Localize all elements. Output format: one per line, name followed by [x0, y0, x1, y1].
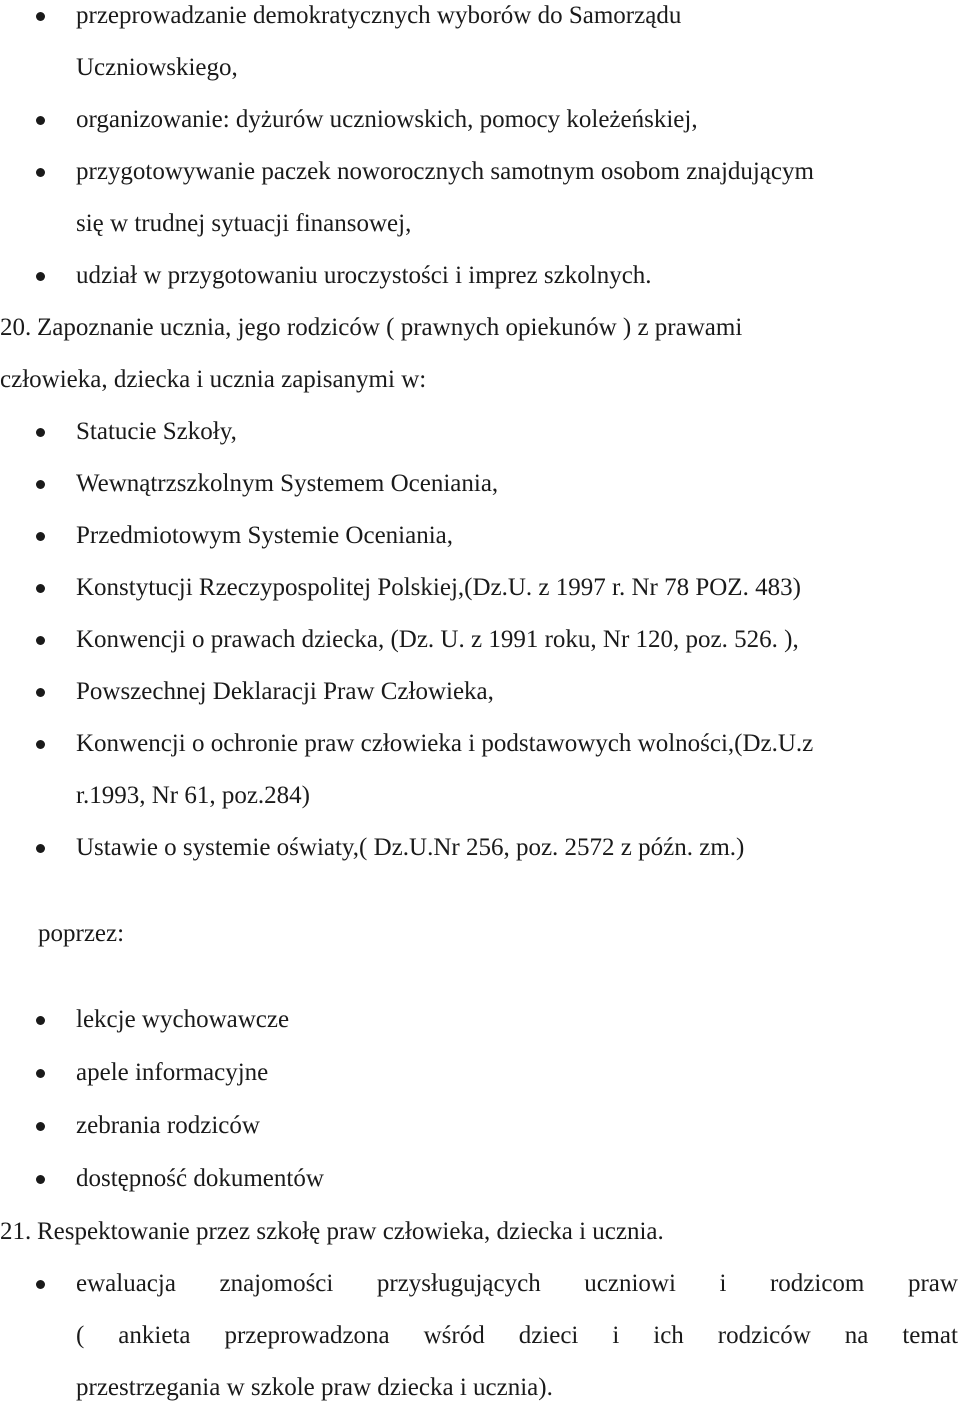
bullet-icon — [36, 532, 45, 541]
bullet-icon — [36, 116, 45, 125]
list-item-text: Konwencji o ochronie praw człowieka i podstawowych wolności,(Dz.U.z — [76, 730, 814, 757]
word: przysługujących — [376, 1270, 541, 1297]
bullet-icon — [36, 480, 45, 489]
list-item-text: organizowanie: dyżurów uczniowskich, pomocy koleżeńskiej, — [76, 106, 698, 133]
word: temat — [902, 1322, 958, 1349]
point-heading: Respektowanie przez szkołę praw człowieka, dziecka i ucznia. — [37, 1218, 664, 1245]
word: rodziców — [717, 1322, 811, 1349]
bullet-icon — [36, 1069, 45, 1078]
word: i — [612, 1322, 620, 1349]
list-item-text: Konwencji o prawach dziecka, (Dz. U. z 1991 roku, Nr 120, poz. 526. ), — [76, 626, 799, 653]
bullet-icon — [36, 740, 45, 749]
list-item-text: Wewnątrzszkolnym Systemem Oceniania, — [76, 470, 499, 497]
justified-line — [76, 1321, 958, 1351]
word: dzieci — [518, 1322, 579, 1349]
list-item-text: Statucie Szkoły, — [76, 418, 237, 445]
point-number: 21. — [0, 1218, 32, 1245]
bullet-icon — [36, 1280, 45, 1289]
bullet-icon — [36, 12, 45, 21]
bullet-icon — [36, 1175, 45, 1184]
list-item-text: Powszechnej Deklaracji Praw Człowieka, — [76, 678, 494, 705]
word: uczniowi — [584, 1270, 676, 1297]
word: ( — [76, 1322, 85, 1349]
bullet-icon — [36, 1016, 45, 1025]
list-item-text: lekcje wychowawcze — [76, 1006, 290, 1033]
word: na — [844, 1322, 869, 1349]
list-item-text: dostępność dokumentów — [76, 1165, 324, 1192]
bullet-icon — [36, 844, 45, 853]
list-item-text: przeprowadzanie demokratycznych wyborów do Samorządu — [76, 2, 682, 29]
bullet-icon — [36, 688, 45, 697]
word: przeprowadzona — [224, 1322, 390, 1349]
list-item-text: Ustawie o systemie oświaty,( Dz.U.Nr 256, poz. 2572 z późn. zm.) — [76, 834, 745, 861]
bullet-icon — [36, 636, 45, 645]
list-item-text-continuation: przestrzegania w szkole praw dziecka i ucznia). — [76, 1374, 553, 1401]
bullet-icon — [36, 272, 45, 281]
list-item-text-continuation: się w trudnej sytuacji finansowej, — [76, 210, 412, 237]
list-item-text-continuation: r.1993, Nr 61, poz.284) — [76, 782, 310, 809]
bullet-icon — [36, 584, 45, 593]
list-item-text: zebrania rodziców — [76, 1112, 260, 1139]
list-item-text: apele informacyjne — [76, 1059, 269, 1086]
word: ich — [653, 1322, 684, 1349]
list-item-text-continuation: Uczniowskiego, — [76, 54, 238, 81]
list-item-text: udział w przygotowaniu uroczystości i imprez szkolnych. — [76, 262, 652, 289]
point-number: 20. — [0, 314, 32, 341]
word: ewaluacja — [76, 1270, 176, 1297]
bullet-icon — [36, 1122, 45, 1131]
point-heading: Zapoznanie ucznia, jego rodziców ( prawnych opiekunów ) z prawami — [37, 314, 743, 341]
justified-line — [76, 1269, 958, 1299]
word: ankieta — [118, 1322, 191, 1349]
word: i — [719, 1270, 727, 1297]
list-item-text: Konstytucji Rzeczypospolitej Polskiej,(Dz.U. z 1997 r. Nr 78 POZ. 483) — [76, 574, 801, 601]
list-item-text: przygotowywanie paczek noworocznych samotnym osobom znajdującym — [76, 158, 814, 185]
bullet-icon — [36, 168, 45, 177]
bullet-icon — [36, 428, 45, 437]
word: wśród — [423, 1322, 485, 1349]
word: praw — [907, 1270, 958, 1297]
point-heading-continuation: człowieka, dziecka i ucznia zapisanymi w: — [0, 366, 427, 393]
word: rodzicom — [769, 1270, 865, 1297]
word: znajomości — [219, 1270, 334, 1297]
list-item-text: Przedmiotowym Systemie Oceniania, — [76, 522, 454, 549]
poprzez-label: poprzez: — [38, 920, 125, 947]
